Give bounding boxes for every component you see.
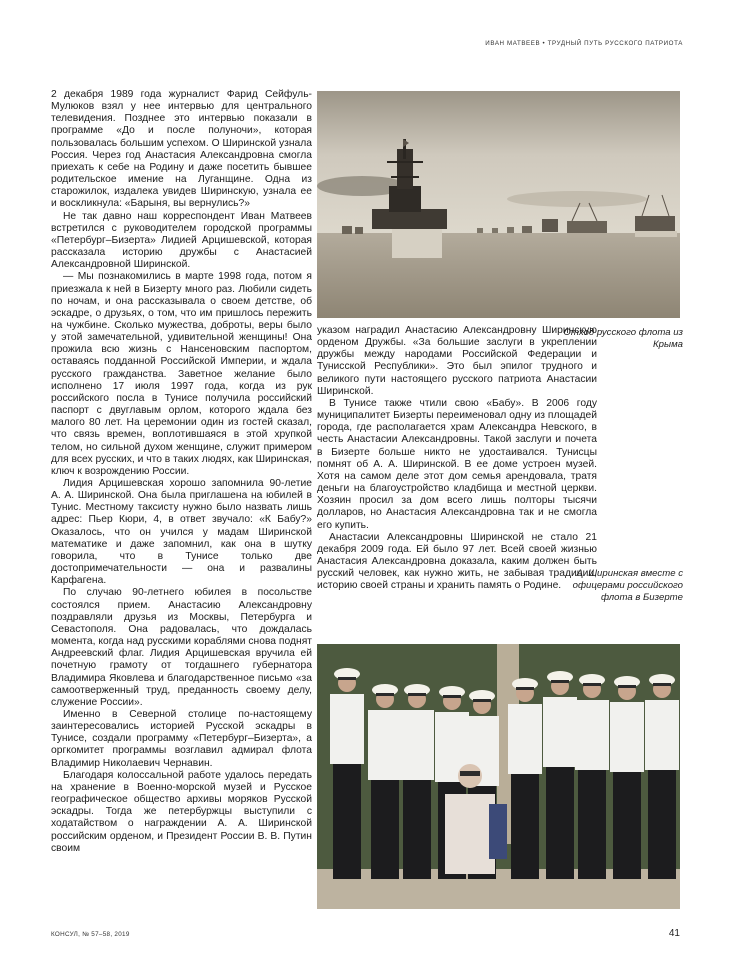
officer-figure: [400, 684, 434, 879]
sea: [317, 233, 680, 318]
officer-figure: [610, 676, 644, 879]
officer-figure: [543, 671, 577, 879]
running-head: ИВАН МАТВЕЕВ • ТРУДНЫЙ ПУТЬ РУССКОГО ПАТРИОТА: [485, 40, 683, 47]
sky: [317, 91, 680, 233]
officers-photo: [317, 644, 680, 909]
officer-figure: [508, 678, 542, 879]
fleet-photo: [317, 91, 680, 318]
paragraph: — Мы познакомились в марте 1998 года, потом я приезжала к ней в Бизерту много раз. Любили сидеть по ночам, и она рассказывала о своем детстве, об эскадре, о друзьях, о том, что им пришлось пережить на чужбине. Сколько мужества, доброты, веры было у этой замечательной, удивительной женщины! Она прожила всю жизнь с Нансеновским паспортом, оставаясь подданной Российской Империи, и ждала русского гражданства. Заветное желание было исполнено 17 июля 1997 года, когда из рук российского посла в Тунисе получила российский паспорт с двуглавым орлом, которого ждала без малого 80 лет. На церемонии один из гостей сказал, что связь времен, воплотившаяся в этой хрупкой телом, но сильной духом женщине, служит примером для всех русских, и что в таких людях, как Ширинская, ключ к возрождению России.: [51, 271, 312, 477]
page-number: 41: [668, 928, 680, 939]
left-text-column: [51, 89, 312, 855]
fleet-photo-image: [317, 91, 680, 318]
officer-figure: [645, 674, 679, 879]
paragraph: Лидия Арцишевская хорошо запомнила 90-летие А. А. Ширинской. Она была приглашена на юбилей в Тунис. Местному таксисту нужно было назвать лишь адрес: Пьер Кюри, 4, в ответ звучало: «К Бабу?» Оказалось, что он учился у мадам Ширинской математике и даже запомнил, как она в шутку говорила, что в Тунисе только две достопримечательности — она и развалины Карфагена.: [51, 478, 312, 587]
middle-text-column: [317, 325, 597, 592]
paragraph: 2 декабря 1989 года журналист Фарид Сейфуль-Мулюков взял у нее интервью для центрального телевидения. Позднее это интервью показали в программе «До и после полуночи», которая пользовалась большим успехом. О Ширинской узнала Россия. Через год Анастасия Александровна смогла приехать к себе на Родину и даже посетить бывшее родительское имение на Луганщине. Одна из старожилок, издалека увидев Ширинскую, узнала ее и воскликнула: «Барыня, вы вернулись?»: [51, 89, 312, 210]
officers-photo-image: [317, 644, 680, 909]
paragraph: В Тунисе также чтили свою «Бабу». В 2006 году муниципалитет Бизерты переименовал одну из площадей города, где располагается храм Александра Невского, в честь Анастасии Александровны. Такой заслуги и почета в Бизерте больше никто не удостаивался. Тунисцы помнят об А. А. Ширинской. В ее доме устроен музей. Хотя на самом деле этот дом семья арендовала, тратя деньги на благоустройство кладбища и местной церкви. Хозяин просил за дом всего лишь полторы тысячи долларов, но Анастасия Александровна так и не смогла его купить.: [317, 397, 597, 531]
paragraph: Именно в Северной столице по-настоящему заинтересовались историей Русской эскадры в Тунисе, создали программу «Петербург–Бизерта», а оргкомитет программы возглавил адмирал флота Владимир Николаевич Чернавин.: [51, 708, 312, 769]
smoke: [507, 191, 647, 207]
officers-photo-caption: А. Ширинская вместе с офицерами российского флота в Бизерте: [572, 568, 683, 603]
officer-figure: [330, 668, 364, 879]
paragraph: указом наградил Анастасию Александровну Ширинскую орденом Дружбы. «За большие заслуги в укреплении дружбы между народами Российской Федерации и Тунисской Республики». Это был эпилог трудного и великого пути настоящего русского патриота Анастасии Ширинской.: [317, 325, 597, 397]
officer-figure: [575, 674, 609, 879]
paragraph: По случаю 90-летнего юбилея в посольстве состоялся прием. Анастасию Александровну поздравляли друзья из Москвы, Петербурга и Севастополя. Она радовалась, что дождалась момента, когда над русскими кораблями снова поднят Андреевский флаг. Лидия Арцишевская вручила ей почетную грамоту от тогдашнего губернатора Владимира Яковлева и благодарственное письмо «за самоотверженный труд, преданность своему делу, служение России».: [51, 587, 312, 708]
officer-figure: [368, 684, 402, 879]
fleet-photo-caption: Отход русского флота из Крыма: [563, 327, 683, 350]
publication-info: КОНСУЛ, № 57–58, 2019: [51, 931, 130, 938]
paragraph: Анастасии Александровны Ширинской не стало 21 декабря 2009 года. Ей было 97 лет. Всей своей жизнью Анастасия Александровна доказала, каким должен быть русский человек, как нужно жить, не забывая традиции, историю своей страны и хранить память о Родине.: [317, 531, 597, 592]
paragraph: Не так давно наш корреспондент Иван Матвеев встретился с руководителем городской программы «Петербург–Бизерта» Лидией Арцишевской, которая рассказала историю дружбы с Анастасией Александровной Ширинской.: [51, 210, 312, 271]
paragraph: Благодаря колоссальной работе удалось передать на хранение в Военно-морской музей и Русское географическое общество архивы моряков Русской эскадры. Тогда же петербуржцы выступили с ходатайством о награждении А. А. Ширинской российским орденом, и Президент России В. В. Путин своим: [51, 769, 312, 854]
